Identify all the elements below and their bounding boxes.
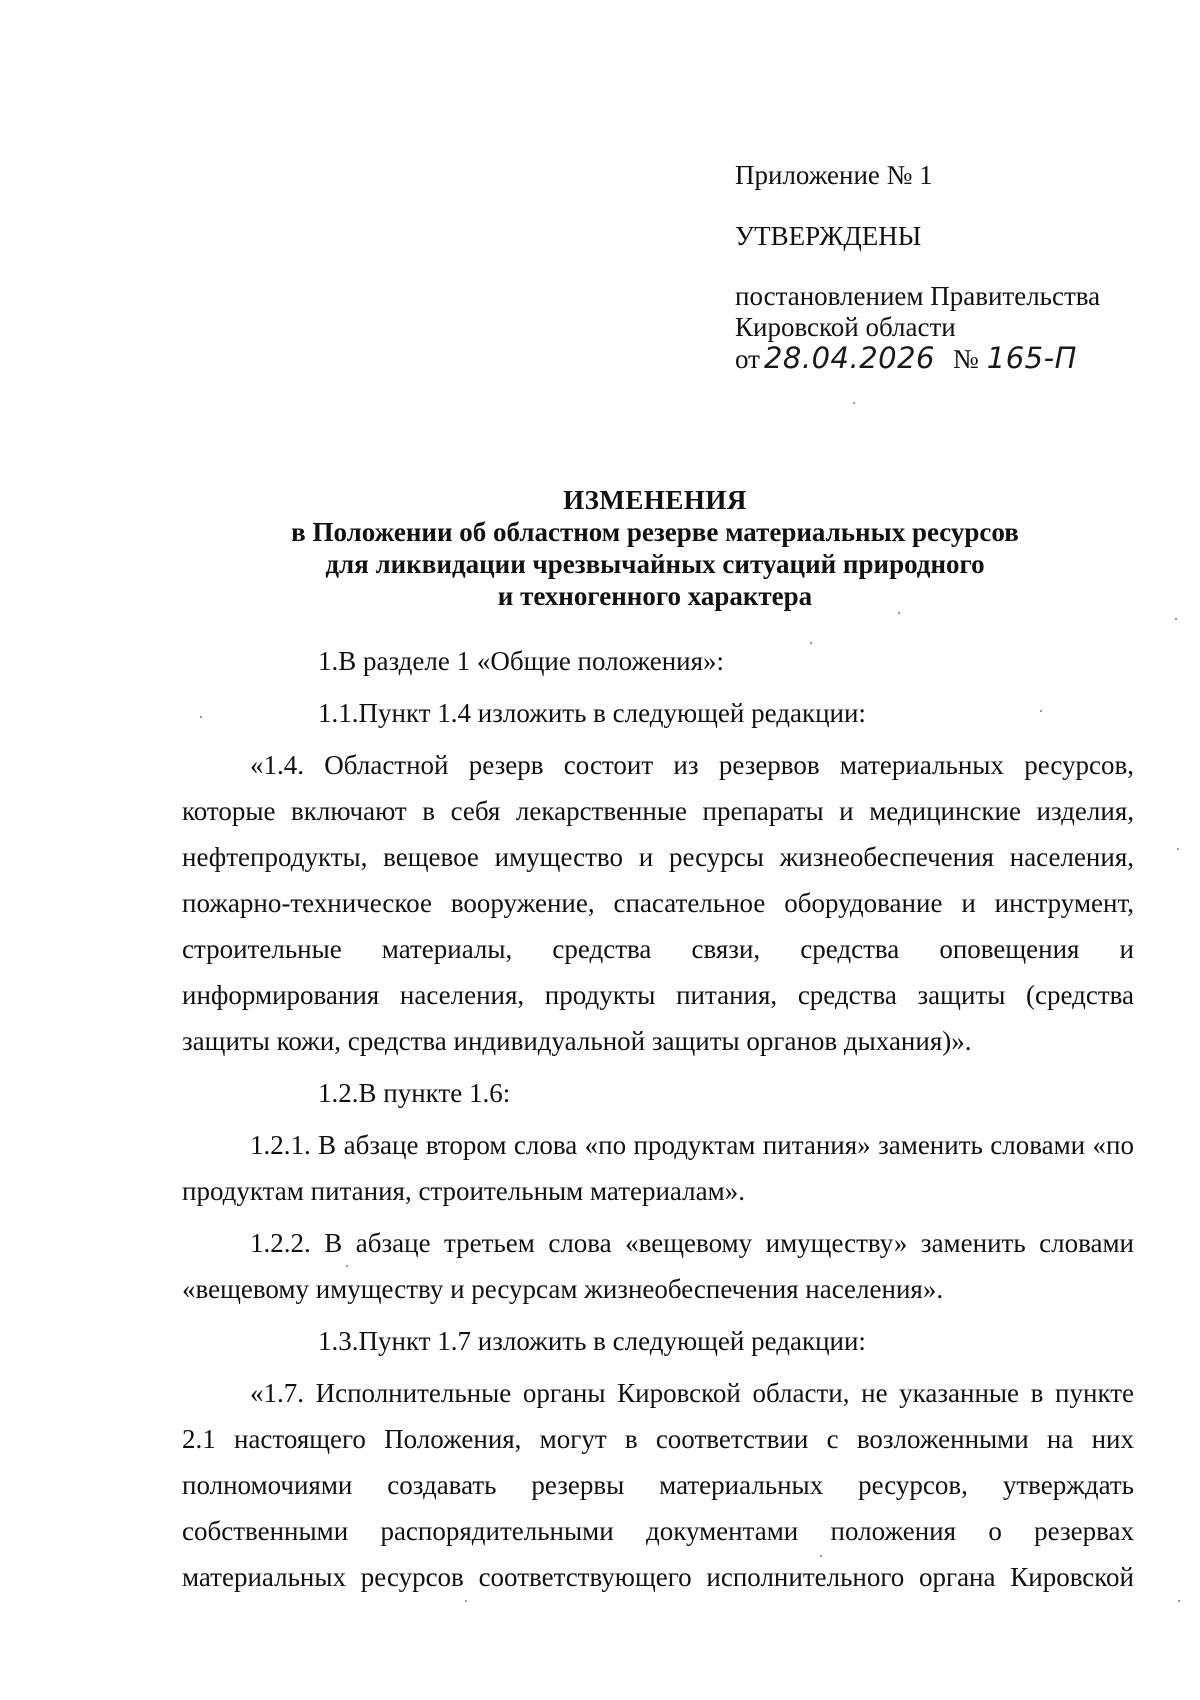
scan-speck bbox=[200, 716, 202, 718]
scan-speck bbox=[465, 1600, 467, 1602]
approval-block bbox=[735, 160, 1155, 375]
document-body bbox=[182, 638, 1134, 1606]
appendix-label: Приложение № 1 bbox=[735, 160, 933, 190]
title-line-1: ИЗМЕНЕНИЯ bbox=[563, 485, 747, 515]
decree-line-1: постановлением Правительства bbox=[735, 281, 1101, 311]
paragraph-1-3 bbox=[182, 1318, 1134, 1364]
paragraph-1-text: В разделе 1 «Общие положения»: bbox=[338, 646, 725, 676]
paragraph-1 bbox=[182, 638, 1134, 684]
decree-date-number-row bbox=[735, 343, 1155, 375]
paragraph-1-4-quote: «1.4. Областной резерв состоит из резервов материальных ресурсов, которые включают в себя лекарственные препараты и медицинские изделия, нефтепродукты, вещевое имущество и ресурсы жизнеобеспечения населения, пожарно-техническое вооружение, спасательное оборудование и инструмент, строительные материалы, средства связи, средства оповещения и информирования населения, продукты питания, средства защиты (средства защиты кожи, средства индивидуальной защиты органов дыхания)». bbox=[182, 750, 1134, 1056]
decree-line-2: Кировской области bbox=[735, 312, 956, 342]
paragraph-1-2-text: В пункте 1.6: bbox=[358, 1078, 511, 1108]
scan-speck bbox=[1178, 1600, 1180, 1602]
date-prefix: от bbox=[735, 344, 760, 374]
handwritten-date: 28.04.2026 bbox=[763, 341, 935, 375]
paragraph-1-2-1: 1.2.1. В абзаце втором слова «по продуктам питания» заменить словами «по продуктам питания, строительным материалам». bbox=[182, 1130, 1134, 1206]
title-line-3: для ликвидации чрезвычайных ситуаций природного bbox=[325, 549, 985, 579]
scan-speck bbox=[1175, 618, 1177, 620]
number-prefix: № bbox=[953, 344, 979, 374]
paragraph-1-2-number: 1.2. bbox=[318, 1078, 359, 1108]
paragraph-1-7-quote: «1.7. Исполнительные органы Кировской области, не указанные в пункте 2.1 настоящего Положения, могут в соответствии с возложенными на них полномочиями создавать резервы материальных ресурсов, утверждать собственными распорядительными документами положения о резервах материальных ресурсов соответствующего исполнительного органа Кировской bbox=[182, 1378, 1134, 1592]
paragraph-1-3-number: 1.3. bbox=[318, 1326, 359, 1356]
title-line-2: в Положении об областном резерве материальных ресурсов bbox=[291, 517, 1019, 547]
paragraph-1-1-text: Пункт 1.4 изложить в следующей редакции: bbox=[358, 698, 866, 728]
paragraph-1-1-number: 1.1. bbox=[318, 698, 359, 728]
approved-label: УТВЕРЖДЕНЫ bbox=[735, 221, 922, 251]
paragraph-1-2-2: 1.2.2. В абзаце третьем слова «вещевому имуществу» заменить словами «вещевому имуществу и ресурсам жизнеобеспечения населения». bbox=[182, 1228, 1134, 1304]
paragraph-1-1 bbox=[182, 690, 1134, 736]
paragraph-1-2 bbox=[182, 1070, 1134, 1116]
scan-speck bbox=[898, 612, 900, 614]
scan-speck bbox=[810, 642, 812, 644]
scan-speck bbox=[1040, 710, 1042, 712]
scan-speck bbox=[346, 1265, 348, 1267]
scan-speck bbox=[853, 402, 855, 404]
handwritten-number: 165-П bbox=[986, 341, 1077, 375]
paragraph-1-3-text: Пункт 1.7 изложить в следующей редакции: bbox=[358, 1326, 866, 1356]
scan-speck bbox=[1177, 848, 1179, 850]
document-title bbox=[0, 484, 1200, 612]
title-line-4: и техногенного характера bbox=[497, 581, 813, 611]
scan-speck bbox=[820, 1555, 822, 1557]
paragraph-1-number: 1. bbox=[318, 646, 339, 676]
